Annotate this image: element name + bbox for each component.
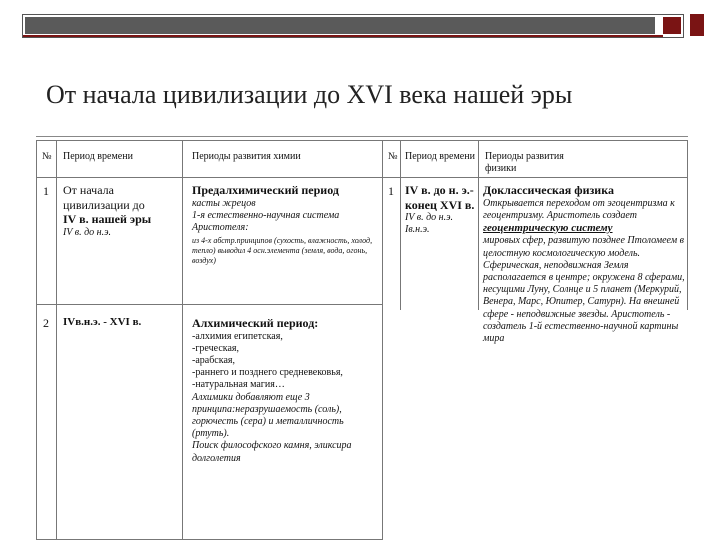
row1-chem-title: Предалхимический период [192, 183, 339, 197]
phys-title: Доклассическая физика [483, 183, 614, 197]
row1-chem-l3: из 4-х абстр.принципов (сухость, влажность, холод, тепло) выводил 4 осн.элемента (земля, вода, огонь, воздух) [192, 236, 373, 265]
top-corner-square [690, 14, 704, 36]
grid-line [36, 177, 688, 178]
row2-l1: -алхимия египетская, [192, 330, 283, 342]
grid-line [400, 140, 401, 310]
phys-period [405, 183, 475, 237]
top-bar-underline [23, 35, 663, 37]
top-bar-fill [25, 17, 655, 34]
phys-num: 1 [388, 184, 394, 198]
header-period-2: Период времени [405, 151, 475, 162]
row1-period-b: IV в. нашей эры [63, 212, 152, 227]
phys-description [483, 183, 687, 345]
row1-period [63, 183, 178, 239]
phys-period-b: IV в. до н.э. [405, 212, 454, 224]
grid-line [478, 140, 479, 310]
grid-line [182, 140, 183, 540]
phys-p3: мировых сфер, развитую позднее Птоломеем в целостную космологическую модель. Сферическая, неподвижная Земля располагается в центре; окружена 8 сферами, несущими Луну, Солнце и 5 планет (Меркурий, Венера, Марс, Юпитер, Сатурн). На внешней сфере - неподвижные звезды. Аристотель - создатель 1-й естественно-научной картины мира [483, 235, 685, 344]
row1-period-c: IV в. до н.э. [63, 226, 112, 238]
header-num: № [42, 151, 52, 162]
row1-chem-l2: 1-я естественно-научная система Аристотеля: [192, 209, 340, 233]
row2-chem [192, 316, 378, 465]
row1-num: 1 [43, 184, 49, 198]
grid-line [56, 140, 57, 540]
title-rule [36, 136, 688, 137]
row2-l6: Алхимики добавляют еще 3 принципа:неразрушаемость (соль), горючесть (сера) и металличность (ртуть). [192, 391, 344, 440]
row2-chem-title: Алхимический период: [192, 316, 319, 330]
slide-title: От начала цивилизации до XVI века нашей эры [46, 80, 573, 109]
phys-period-c: Iв.н.э. [405, 224, 430, 236]
row2-l5: -натуральная магия… [192, 379, 285, 391]
comparison-table [36, 140, 688, 540]
grid-line [36, 140, 688, 141]
header-chem: Периоды развития химии [192, 151, 301, 162]
header-phys: Периоды развития физики [485, 151, 564, 175]
row2-l2: -греческая, [192, 342, 240, 354]
row2-num: 2 [43, 316, 49, 330]
row1-period-a: От начала цивилизации до [63, 183, 145, 212]
top-decorative-bar [22, 14, 684, 38]
grid-line [36, 304, 382, 305]
grid-line [687, 140, 688, 310]
top-bar-accent [663, 17, 681, 34]
row2-l3: -арабская, [192, 355, 235, 366]
header-period: Период времени [63, 151, 133, 162]
grid-line [36, 140, 37, 540]
row2-period: IVв.н.э. - XVI в. [63, 316, 142, 328]
header-num-2: № [388, 151, 398, 162]
grid-line [382, 140, 383, 540]
row1-chem [192, 183, 378, 265]
row1-chem-l1: касты жрецов [192, 197, 256, 209]
row2-l7: Поиск философского камня, эликсира долголетия [192, 440, 352, 464]
phys-period-a: IV в. до н. э.- конец XVI в. [405, 183, 475, 212]
phys-p2: геоцентрическую систему [483, 222, 613, 234]
row2-l4: -раннего и позднего средневековья, [192, 367, 343, 379]
phys-p1: Открывается переходом от эгоцентризма к геоцентризму. Аристотель создает [483, 197, 675, 221]
